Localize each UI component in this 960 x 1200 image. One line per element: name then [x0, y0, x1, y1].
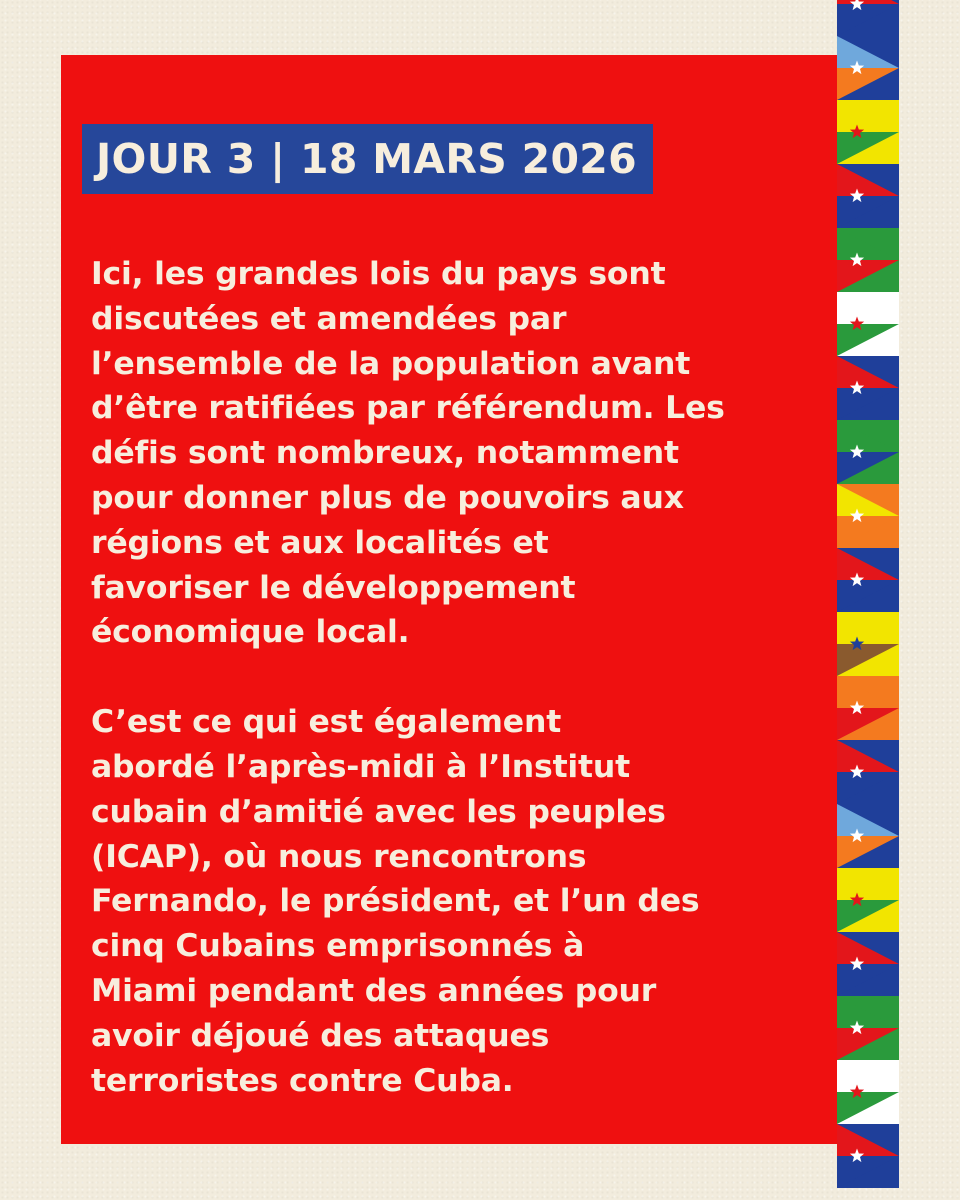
pennant-flag-icon [837, 612, 899, 676]
pennant-flag-icon [837, 228, 899, 292]
pennant-flag-icon [837, 0, 899, 36]
pennant-flag-icon [837, 676, 899, 740]
pennant-flag-icon [837, 356, 899, 420]
pennant-flags-strip-icon [837, 0, 899, 1200]
text-line: cinq Cubains emprisonnés à [91, 928, 585, 965]
text-line: régions et aux localités et [91, 524, 549, 561]
text-line: défis sont nombreux, notamment [91, 435, 679, 472]
text-line: Ici, les grandes lois du pays sont [91, 256, 666, 292]
text-line: économique local. [91, 614, 410, 651]
text-line: Fernando, le président, et l’un des [91, 883, 700, 920]
pennant-flag-icon [837, 100, 899, 164]
article-text [91, 252, 821, 1103]
pennant-flag-icon [837, 740, 899, 804]
text-line: abordé l’après-midi à l’Institut [91, 748, 630, 785]
text-line: (ICAP), où nous rencontrons [91, 838, 587, 875]
pennant-flag-icon [837, 1124, 899, 1188]
pennant-flag-icon [837, 868, 899, 932]
pennant-flag-icon [837, 548, 899, 612]
paragraph-2 [91, 700, 821, 1103]
pennant-flag-icon [837, 932, 899, 996]
text-line: avoir déjoué des attaques [91, 1017, 550, 1054]
text-line: Miami pendant des années pour [91, 972, 657, 1009]
text-line: l’ensemble de la population avant [91, 345, 691, 382]
text-line: C’est ce qui est également [91, 704, 562, 741]
pennant-flag-icon [837, 996, 899, 1060]
pennant-flag-icon [837, 292, 899, 356]
text-line: discutées et amendées par [91, 300, 567, 337]
content-panel [61, 55, 837, 1144]
pennant-flag-icon [837, 484, 899, 548]
text-line: pour donner plus de pouvoirs aux [91, 479, 684, 516]
pennant-flag-icon [837, 804, 899, 868]
pennant-flag-icon [837, 420, 899, 484]
pennant-flag-icon [837, 164, 899, 228]
pennant-flag-icon [837, 1060, 899, 1124]
text-line: cubain d’amitié avec les peuples [91, 793, 666, 830]
text-line: favoriser le développement [91, 569, 576, 606]
pennant-flag-icon [837, 36, 899, 100]
paragraph-1 [91, 252, 821, 655]
text-line: d’être ratifiées par référendum. Les [91, 390, 725, 427]
date-badge: JOUR 3 | 18 MARS 2026 [82, 124, 653, 194]
text-line: terroristes contre Cuba. [91, 1062, 514, 1099]
